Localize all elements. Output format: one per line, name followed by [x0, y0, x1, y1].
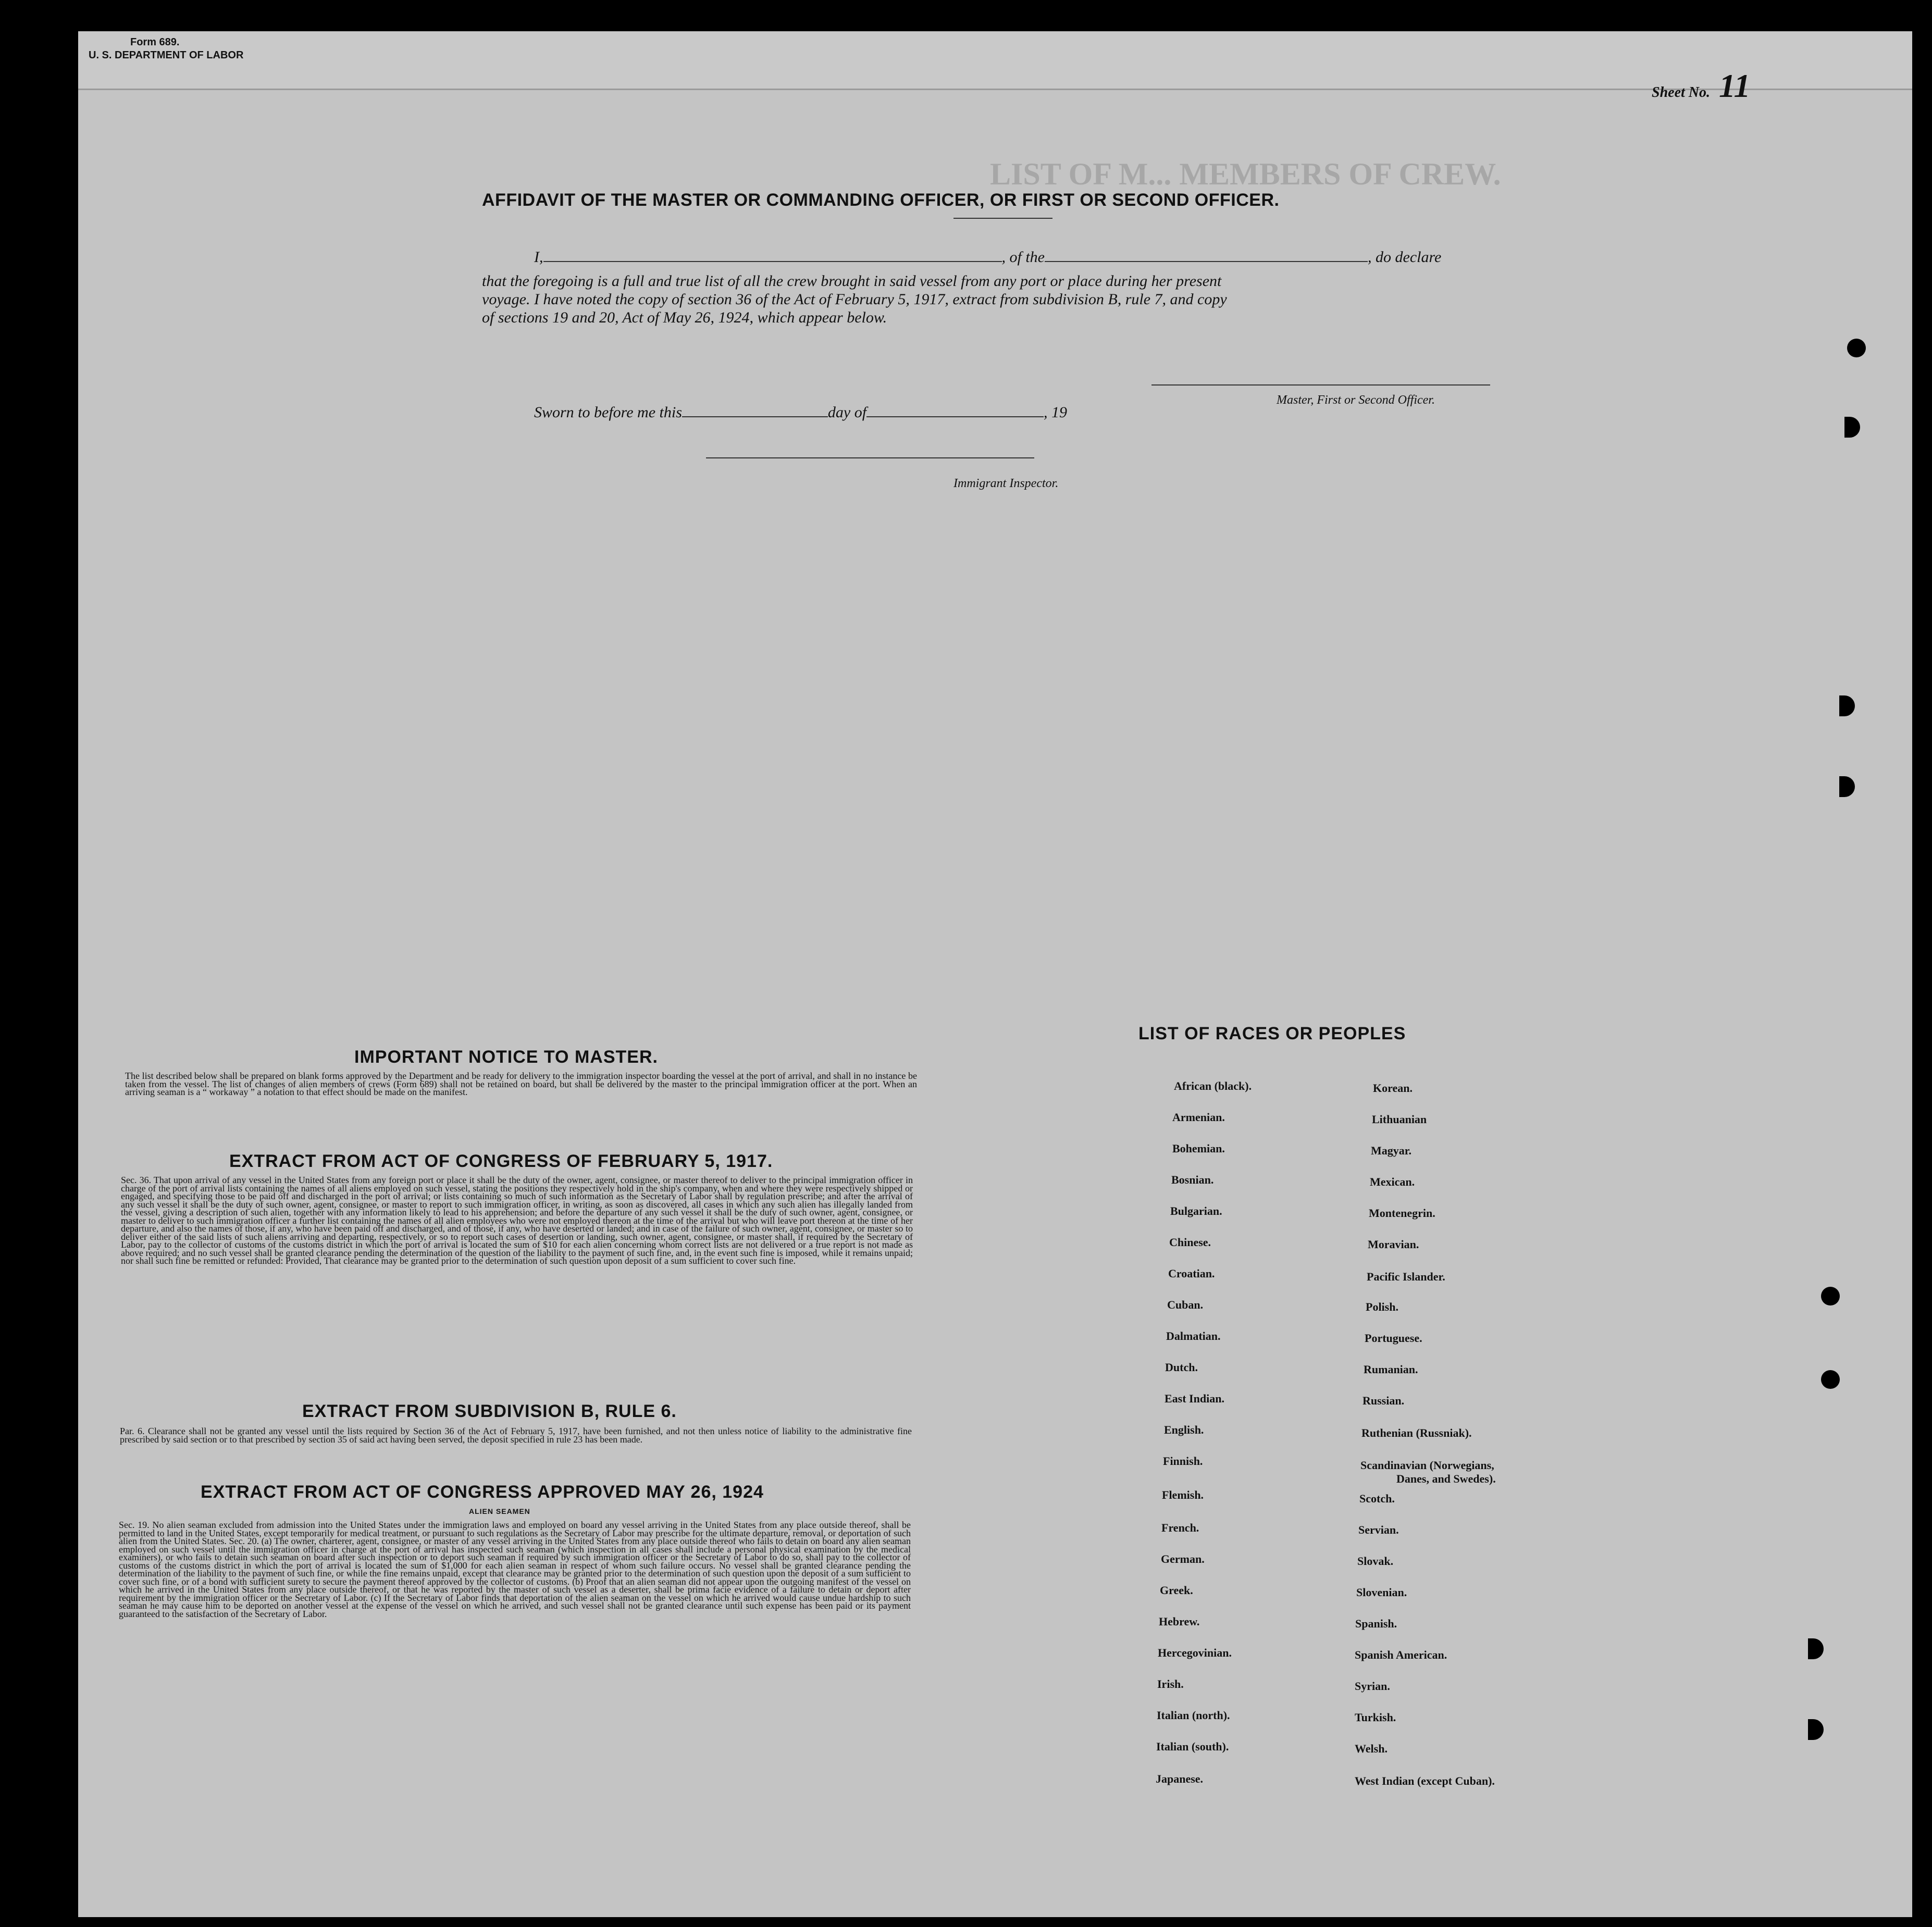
sheet-number	[1652, 67, 1750, 105]
sworn-year-label: , 19	[1044, 404, 1068, 421]
race-item: Croatian.	[1168, 1267, 1215, 1280]
race-item: Ruthenian (Russniak).	[1361, 1426, 1472, 1439]
race-item: Danes, and Swedes).	[1396, 1472, 1496, 1485]
extract1-text: Sec. 36. That upon arrival of any vessel in the United States from any foreign port or place it shall be the duty of the owner, agent, consignee, or master thereof to deliver to the principal immigration officer in charge of the port of arrival lists containing the names of all aliens employed on such vessel, stating the positions they respectively hold in the ship's company, when and where they were respectively shipped or engaged, and specifying those to be paid off and discharged in the port of arrival; or lists containing so much of such information as the Secretary of Labor shall by regulation prescribe; and after the arrival of any such vessel it shall be the duty of such owner, agent, consignee, or master to report to such immigration officer, in writing, as soon as discovered, all cases in which any such alien has illegally landed from the vessel, giving a description of such alien, together with any information likely to lead to his apprehension; and before the departure of any such vessel it shall be the duty of such owner, agent, consignee, or master to deliver to such immigration officer a further list containing the names of all alien employees who were not employed thereon at the time of the arrival but who will leave port thereon at the time of her departure, and also the names of those, if any, who have been paid off and discharged, and of those, if any, who have deserted or landed; and in case of the failure of such owner, agent, consignee, or master so to deliver either of the said lists of such aliens arriving and departing, respectively, or so to report such cases of desertion or landing, such owner, agent, consignee, or master shall, if required by the Secretary of Labor, pay to the collector of customs of the customs district in which the port of arrival is located the sum of $10 for each alien concerning whom correct lists are not delivered or a true report is not made as above required; and no such vessel shall be granted clearance pending the determination of the question of the liability to the payment of such fine, and, in the event such fine is imposed, while it remains unpaid; nor shall such fine be remitted or refunded: Provided, That clearance may be granted prior to the determination of such question upon deposit of a sum sufficient to cover such fine.	[121, 1175, 913, 1266]
extract2-title: EXTRACT FROM SUBDIVISION B, RULE 6.	[302, 1401, 677, 1421]
binder-hole	[1847, 339, 1866, 357]
race-item: Armenian.	[1172, 1111, 1225, 1124]
race-item: Greek.	[1160, 1584, 1193, 1597]
department-name: U. S. DEPARTMENT OF LABOR	[89, 49, 244, 61]
extract3-subtitle: ALIEN SEAMEN	[469, 1507, 530, 1515]
race-item: Cuban.	[1167, 1298, 1204, 1311]
title-divider	[953, 218, 1052, 219]
sworn-month-blank[interactable]	[866, 405, 1044, 417]
race-item: Turkish.	[1355, 1711, 1396, 1724]
race-item: Finnish.	[1163, 1454, 1203, 1468]
race-item: Syrian.	[1355, 1680, 1390, 1693]
race-item: Welsh.	[1355, 1742, 1388, 1755]
race-item: West Indian (except Cuban).	[1355, 1774, 1495, 1787]
binder-hole	[1821, 1287, 1840, 1306]
extract1-title: EXTRACT FROM ACT OF CONGRESS OF FEBRUARY 5, 1917.	[229, 1151, 773, 1171]
race-item: English.	[1164, 1423, 1204, 1436]
race-item: Italian (north).	[1157, 1709, 1230, 1722]
race-item: Bosnian.	[1171, 1173, 1214, 1186]
race-item: Russian.	[1363, 1394, 1405, 1407]
page-underlay	[78, 89, 1912, 1917]
extract3-text: Sec. 19. No alien seaman excluded from admission into the United States under the immigration laws and employed on board any vessel arriving in the United States from any place outside thereof, shall be permitted to land in the United States, except temporarily for medical treatment, or pursuant to such regulations as the Secretary of Labor may prescribe for the ultimate departure, removal, or deportation of such alien from the United States. Sec. 20. (a) The owner, charterer, agent, consignee, or master of any vessel arriving in the United States from any place outside thereof who fails to detain on board any alien seaman employed on such vessel until the immigration officer in charge at the port of arrival has inspected such seaman (which inspection in all cases shall include a personal physical examination by the medical examiners), or who fails to detain such seaman on board after such inspection or to deport such seaman if required by such immigration officer or the Secretary of Labor to do so, shall pay to the collector of customs of the customs district in which the port of arrival is located the sum of $1,000 for each alien seaman in respect of whom such failure occurs. No vessel shall be granted clearance pending the determination of the liability to the payment of such fine, or while the fine remains unpaid, except that clearance may be granted prior to the determination of such question upon the deposit of a sum sufficient to cover such fine, or of a bond with sufficient surety to secure the payment thereof approved by the collector of customs. (b) Proof that an alien seaman did not appear upon the outgoing manifest of the vessel on which he arrived in the United States from any place outside thereof, or that he was reported by the master of such vessel as a deserter, shall be prima facie evidence of a failure to detain or deport after requirement by the immigration officer or the Secretary of Labor. (c) If the Secretary of Labor finds that deportation of the alien seaman on the vessel on which he arrived would cause undue hardship to such seaman he may cause him to be deported on another vessel at the expense of the vessel on which he arrived, and such vessel shall not be granted clearance until such expense has been paid or its payment guaranteed to the satisfaction of the Secretary of Labor.	[119, 1520, 911, 1619]
race-item: Korean.	[1373, 1081, 1413, 1095]
document-page	[78, 31, 1912, 1917]
race-item: Japanese.	[1156, 1772, 1204, 1785]
form-code: Form 689.	[130, 36, 180, 48]
affidavit-line1-prefix: I,	[534, 248, 543, 266]
race-item: Bohemian.	[1172, 1142, 1225, 1155]
race-item: Magyar.	[1371, 1144, 1412, 1157]
affidavit-line1-mid: , of the	[1001, 248, 1045, 266]
race-item: Pacific Islander.	[1367, 1270, 1445, 1283]
race-item: African (black).	[1174, 1079, 1252, 1092]
race-item: Scandinavian (Norwegians,	[1360, 1459, 1494, 1472]
race-item: Moravian.	[1368, 1238, 1419, 1251]
race-item: Flemish.	[1162, 1488, 1204, 1501]
race-item: Dalmatian.	[1166, 1329, 1221, 1342]
race-item: German.	[1161, 1552, 1205, 1565]
race-item: Polish.	[1366, 1300, 1398, 1313]
name-blank[interactable]	[543, 250, 1002, 262]
race-item: Servian.	[1358, 1523, 1399, 1536]
sworn-day-blank[interactable]	[682, 405, 828, 417]
affidavit-line-2: that the foregoing is a full and true list of all the crew brought in said vessel from any port or place during her present	[482, 272, 1222, 290]
race-item: Lithuanian	[1372, 1113, 1427, 1126]
affidavit-line-4: of sections 19 and 20, Act of May 26, 1924, which appear below.	[482, 309, 887, 326]
notice-title: IMPORTANT NOTICE TO MASTER.	[354, 1047, 658, 1067]
race-item: French.	[1161, 1521, 1199, 1534]
bleed-through-header: LIST OF M... MEMBERS OF CREW.	[990, 157, 1501, 191]
race-item: Montenegrin.	[1369, 1207, 1435, 1220]
inspector-signature-line[interactable]	[706, 457, 1034, 458]
race-item: Hercegovinian.	[1158, 1646, 1232, 1659]
race-item: Spanish American.	[1355, 1648, 1447, 1661]
sworn-day-label: day of	[827, 404, 867, 421]
notice-text: The list described below shall be prepared on blank forms approved by the Department and be ready for delivery to the immigration inspector boarding the vessel at the port of arrival, and shall in no instance be taken from the vessel. The list of changes of alien members of crews (Form 689) shall not be retained on board, but shall be delivered by the master to the principal immigration officer at the port. When an arriving seaman is a “ workaway ” a notation to that effect should be made on the manifest.	[125, 1071, 917, 1097]
race-item: Slovenian.	[1356, 1586, 1407, 1599]
race-item: Italian (south).	[1156, 1740, 1229, 1753]
race-item: Spanish.	[1355, 1617, 1397, 1630]
sheet-label: Sheet No.	[1652, 84, 1710, 101]
sheet-number-value: 11	[1719, 67, 1751, 104]
binder-hole	[1821, 1370, 1840, 1389]
master-caption: Master, First or Second Officer.	[1277, 393, 1435, 407]
master-signature-line[interactable]	[1151, 384, 1490, 386]
extract2-text: Par. 6. Clearance shall not be granted any vessel until the lists required by Section 36 of the Act of February 5, 1917, have been furnished, and not then unless notice of liability to the administrative fine prescribed by said section or to that prescribed by section 35 of said act having been served, the deposit specified in rule 23 has been made.	[120, 1426, 912, 1445]
race-item: Portuguese.	[1365, 1332, 1422, 1345]
affidavit-line1-suffix: , do declare	[1368, 248, 1442, 266]
race-item: Bulgarian.	[1170, 1204, 1222, 1217]
race-item: East Indian.	[1165, 1392, 1224, 1405]
race-item: Scotch.	[1359, 1492, 1395, 1505]
race-item: Slovak.	[1357, 1555, 1394, 1568]
race-item: Irish.	[1157, 1677, 1184, 1690]
race-item: Rumanian.	[1364, 1363, 1418, 1376]
sworn-prefix: Sworn to before me this	[534, 404, 682, 421]
races-title: LIST OF RACES OR PEOPLES	[1138, 1024, 1406, 1043]
affidavit-line-3: voyage. I have noted the copy of section 36 of the Act of February 5, 1917, extract from subdivision B, rule 7, and copy	[482, 291, 1227, 308]
affidavit-line-1	[534, 248, 1441, 266]
inspector-caption: Immigrant Inspector.	[953, 477, 1059, 490]
vessel-blank[interactable]	[1045, 250, 1368, 262]
affidavit-title: AFFIDAVIT OF THE MASTER OR COMMANDING OFFICER, OR FIRST OR SECOND OFFICER.	[482, 190, 1280, 210]
race-item: Dutch.	[1165, 1361, 1198, 1374]
sworn-line	[534, 404, 1067, 421]
extract3-title: EXTRACT FROM ACT OF CONGRESS APPROVED MAY 26, 1924	[201, 1482, 764, 1502]
race-item: Chinese.	[1169, 1236, 1211, 1249]
race-item: Mexican.	[1370, 1175, 1415, 1188]
race-item: Hebrew.	[1159, 1615, 1200, 1628]
